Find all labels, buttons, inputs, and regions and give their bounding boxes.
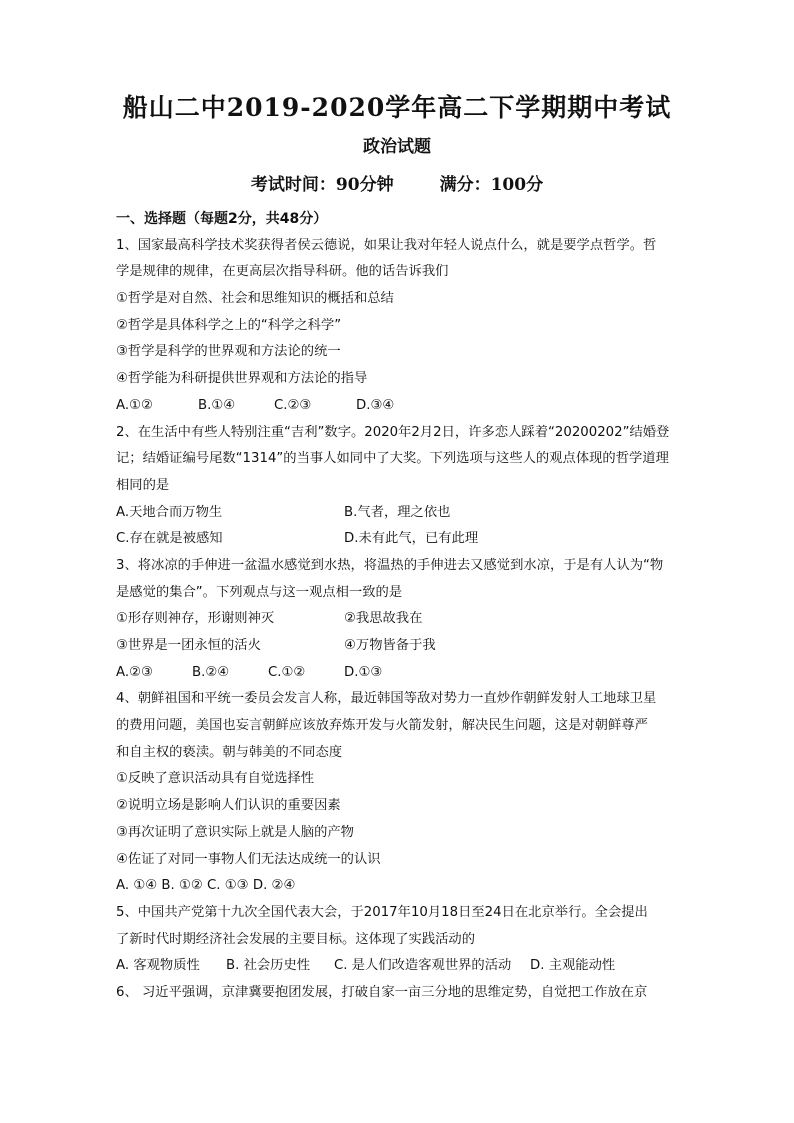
question-2-stem-line-3: 相同的是 [116, 477, 170, 493]
question-2-option-d: D.未有此气，已有此理 [344, 531, 479, 547]
question-1-option-c: C.②③ [274, 397, 312, 413]
question-5-options [116, 953, 686, 980]
question-4-stem-line-2: 的费用问题，美国也妄言朝鲜应该放弃炼开发与火箭发射，解决民生问题，这是对朝鲜尊严 [116, 718, 648, 734]
question-5-stem-line-1: 5、中国共产党第十九次全国代表大会，于2017年10月18日至24日在北京举行。全会提出 [116, 904, 648, 920]
question-3-item-4: ④万物皆备于我 [344, 638, 436, 653]
question-3-item-1: ①形存则神存，形谢则神灭 [116, 611, 275, 627]
question-4-item-4: ④佐证了对同一事物人们无法达成统一的认识 [116, 851, 381, 867]
question-2-stem-line-1: 2、在生活中有些人特别注重“吉利”数字。2020年2月2日，许多恋人踩着“20200202”结婚登 [116, 424, 670, 440]
question-2-stem-line-2: 记；结婚证编号尾数“1314”的当事人如同中了大奖。下列选项与这些人的观点体现的哲学道理 [116, 451, 669, 467]
question-2-option-a: A.天地合而万物生 [116, 504, 223, 520]
question-1-item-2: ②哲学是具体科学之上的“科学之科学” [116, 317, 342, 333]
question-5-option-c: C. 是人们改造客观世界的活动 [334, 958, 512, 974]
question-2-option-c: C.存在就是被感知 [116, 531, 223, 547]
question-2-options-row-2 [116, 526, 686, 553]
question-1-option-d: D.③④ [356, 397, 395, 413]
question-5-stem-line-2: 了新时代时期经济社会发展的主要目标。这体现了实践活动的 [116, 931, 476, 947]
question-3-item-3: ③世界是一团永恒的活火 [116, 638, 261, 653]
question-3-stem-line-2: 是感觉的集合”。下列观点与这一观点相一致的是 [116, 584, 403, 600]
question-4-stem-line-3: 和自主权的亵渎。朝与韩美的不同态度 [116, 744, 343, 760]
exam-time: 考试时间：90分钟 [250, 175, 394, 195]
question-1-stem-line-2: 学是规律的规律，在更高层次指导科研。他的话告诉我们 [116, 264, 449, 280]
question-1-option-b: B.①④ [198, 397, 236, 413]
exam-title: 船山二中2019-2020学年高二下学期期中考试 [122, 93, 672, 122]
question-1-item-3: ③哲学是科学的世界观和方法论的统一 [116, 344, 341, 360]
question-2-option-b: B.气者，理之依也 [344, 504, 451, 520]
question-3-option-c: C.①② [268, 664, 306, 680]
question-3-items-row-1 [116, 606, 686, 633]
question-3-option-a: A.②③ [116, 664, 153, 680]
question-5-option-b: B. 社会历史性 [226, 958, 311, 974]
question-2-options-row-1 [116, 500, 686, 527]
question-list [116, 206, 686, 1007]
question-3-option-d: D.①③ [344, 664, 383, 680]
exam-info [0, 170, 794, 195]
exam-subtitle: 政治试题 [363, 137, 431, 157]
question-3-items-row-2 [116, 633, 686, 660]
question-4-item-3: ③再次证明了意识实际上就是人脑的产物 [116, 824, 354, 840]
question-4-item-2: ②说明立场是影响人们认识的重要因素 [116, 798, 341, 814]
question-4-item-1: ①反映了意识活动具有自觉选择性 [116, 771, 315, 787]
section-heading: 一、选择题（每题2分，共48分） [116, 211, 328, 227]
question-5-option-a: A. 客观物质性 [116, 958, 200, 974]
question-3-stem-line-1: 3、将冰凉的手伸进一盆温水感觉到水热，将温热的手伸进去又感觉到水凉，于是有人认为“物 [116, 557, 664, 573]
question-1-item-4: ④哲学能为科研提供世界观和方法论的指导 [116, 371, 368, 387]
question-1-options [116, 393, 686, 420]
question-4-options: A. ①④ B. ①② C. ①③ D. ②④ [116, 878, 296, 894]
question-1-stem-line-1: 1、国家最高科学技术奖获得者侯云德说，如果让我对年轻人说点什么，就是要学点哲学。哲 [116, 237, 657, 253]
question-1-option-a: A.①② [116, 397, 153, 413]
question-1-item-1: ①哲学是对自然、社会和思维知识的概括和总结 [116, 291, 394, 307]
full-score: 满分：100分 [439, 175, 544, 195]
question-4-stem-line-1: 4、朝鲜祖国和平统一委员会发言人称，最近韩国等敌对势力一直炒作朝鲜发射人工地球卫星 [116, 691, 657, 707]
question-6-stem-line-1: 6、 习近平强调，京津冀要抱团发展，打破自家一亩三分地的思维定势，自觉把工作放在京 [116, 984, 648, 1000]
question-3-item-2: ②我思故我在 [344, 611, 423, 627]
question-3-options [116, 660, 686, 687]
question-3-option-b: B.②④ [192, 664, 230, 680]
question-5-option-d: D. 主观能动性 [530, 958, 616, 974]
